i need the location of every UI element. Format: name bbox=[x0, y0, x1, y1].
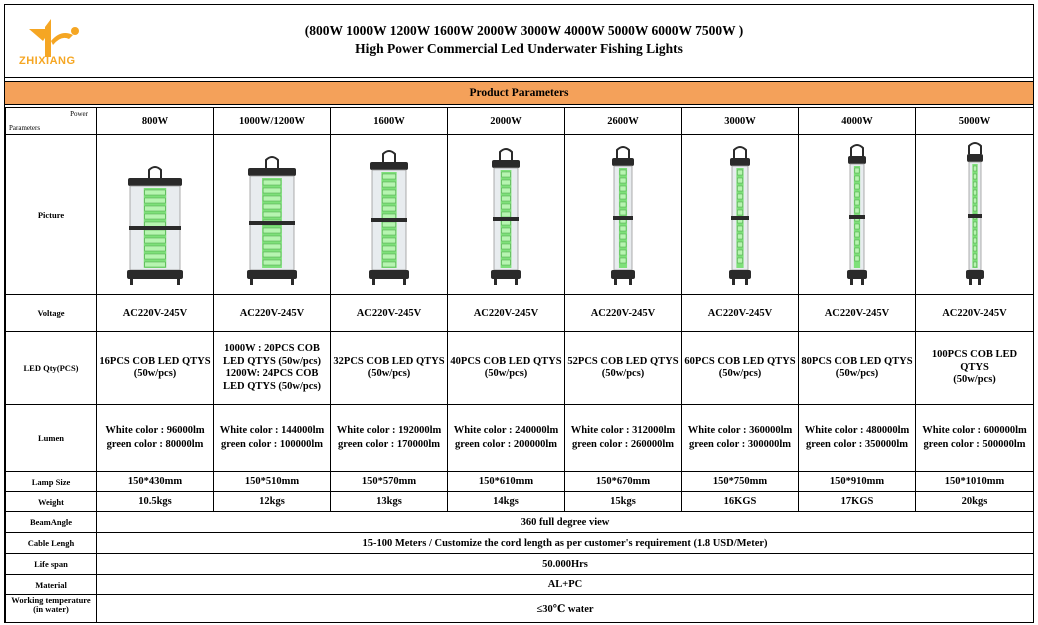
weight-cell: 13kgs bbox=[331, 492, 448, 512]
lumen-white: White color : 312000lm bbox=[570, 425, 676, 436]
header bbox=[5, 5, 1033, 78]
parameters-header: Parameters bbox=[9, 124, 41, 132]
weight-cell: 12kgs bbox=[214, 492, 331, 512]
weight-cell: 10.5kgs bbox=[97, 492, 214, 512]
title-product: High Power Commercial Led Underwater Fishing Lights bbox=[355, 41, 683, 56]
voltage-cell: AC220V-245V bbox=[331, 295, 448, 332]
lumen-white: White color : 480000lm bbox=[804, 425, 910, 436]
picture-row bbox=[6, 135, 1034, 295]
voltage-label: Voltage bbox=[6, 295, 97, 332]
lamp-size-cell: 150*910mm bbox=[799, 472, 916, 492]
cable-length-row bbox=[6, 533, 1034, 554]
led-qty-line: (50w/pcs) bbox=[718, 368, 762, 379]
lamp-size-cell: 150*510mm bbox=[214, 472, 331, 492]
beam-angle-value: 360 full degree view bbox=[97, 512, 1034, 533]
lamp-image bbox=[705, 140, 775, 290]
voltage-cell: AC220V-245V bbox=[97, 295, 214, 332]
led-qty-line: 1200W: 24PCS COB LED QTYS (50w/pcs) bbox=[222, 368, 321, 392]
led-qty-row bbox=[6, 332, 1034, 405]
led-qty-line: 80PCS COB LED QTYS bbox=[801, 355, 913, 367]
led-qty-line: 16PCS COB LED QTYS bbox=[99, 355, 211, 367]
corner-cell bbox=[6, 108, 97, 135]
lumen-white: White color : 240000lm bbox=[453, 425, 559, 436]
lumen-cell bbox=[214, 405, 331, 472]
lumen-cell bbox=[448, 405, 565, 472]
life-span-value: 50.000Hrs bbox=[97, 554, 1034, 575]
voltage-cell: AC220V-245V bbox=[448, 295, 565, 332]
led-qty-line: 32PCS COB LED QTYS (50w/pcs) bbox=[333, 355, 445, 379]
lamp-image bbox=[237, 140, 307, 290]
lumen-cell bbox=[97, 405, 214, 472]
picture-label: Picture bbox=[6, 135, 97, 295]
voltage-row bbox=[6, 295, 1034, 332]
lamp-image bbox=[120, 140, 190, 290]
picture-cell bbox=[916, 135, 1034, 295]
led-qty-line: (50w/pcs) bbox=[601, 368, 645, 379]
lamp-image bbox=[822, 140, 892, 290]
lumen-green: green color : 260000lm bbox=[572, 439, 674, 450]
led-qty-cell bbox=[448, 332, 565, 405]
life-span-row bbox=[6, 554, 1034, 575]
voltage-cell: AC220V-245V bbox=[214, 295, 331, 332]
lumen-green: green color : 500000lm bbox=[923, 439, 1026, 450]
power-cell: 1000W/1200W bbox=[214, 108, 331, 135]
picture-cell bbox=[448, 135, 565, 295]
power-cell: 4000W bbox=[799, 108, 916, 135]
weight-cell: 16KGS bbox=[682, 492, 799, 512]
lumen-cell bbox=[916, 405, 1034, 472]
power-cell: 5000W bbox=[916, 108, 1034, 135]
lamp-image bbox=[471, 140, 541, 290]
cable-length-value: 15-100 Meters / Customize the cord length as per customer's requirement (1.8 USD/Meter) bbox=[97, 533, 1034, 554]
lumen-green: green color : 350000lm bbox=[806, 439, 908, 450]
material-row bbox=[6, 575, 1034, 595]
power-row bbox=[6, 108, 1034, 135]
lumen-green: green color : 200000lm bbox=[455, 439, 557, 450]
lumen-green: green color : 80000lm bbox=[106, 439, 204, 450]
led-qty-label: LED Qty(PCS) bbox=[6, 332, 97, 405]
power-cell: 1600W bbox=[331, 108, 448, 135]
power-cell: 3000W bbox=[682, 108, 799, 135]
lumen-green: green color : 300000lm bbox=[689, 439, 791, 450]
voltage-cell: AC220V-245V bbox=[682, 295, 799, 332]
weight-cell: 20kgs bbox=[916, 492, 1034, 512]
led-qty-line: 100PCS COB LED QTYS bbox=[931, 349, 1018, 373]
led-qty-line: (50w/pcs) bbox=[835, 368, 879, 379]
working-temp-row bbox=[6, 595, 1034, 623]
weight-cell: 17KGS bbox=[799, 492, 916, 512]
led-qty-cell bbox=[97, 332, 214, 405]
lamp-size-cell: 150*610mm bbox=[448, 472, 565, 492]
lamp-image bbox=[940, 140, 1010, 290]
voltage-cell: AC220V-245V bbox=[565, 295, 682, 332]
picture-cell bbox=[565, 135, 682, 295]
voltage-cell: AC220V-245V bbox=[799, 295, 916, 332]
lamp-size-cell: 150*430mm bbox=[97, 472, 214, 492]
picture-cell bbox=[214, 135, 331, 295]
beam-angle-label: BeamAngle bbox=[6, 512, 97, 533]
weight-row bbox=[6, 492, 1034, 512]
lumen-white: White color : 96000lm bbox=[105, 425, 205, 436]
lumen-white: White color : 360000lm bbox=[687, 425, 793, 436]
led-qty-cell bbox=[682, 332, 799, 405]
power-header: Power bbox=[70, 110, 88, 118]
voltage-cell: AC220V-245V bbox=[916, 295, 1034, 332]
lumen-row bbox=[6, 405, 1034, 472]
lamp-size-row bbox=[6, 472, 1034, 492]
power-cell: 2000W bbox=[448, 108, 565, 135]
beam-angle-row bbox=[6, 512, 1034, 533]
lamp-size-label: Lamp Size bbox=[6, 472, 97, 492]
led-qty-line: 1000W : 20PCS COB LED QTYS (50w/pcs) bbox=[222, 343, 321, 367]
lumen-label: Lumen bbox=[6, 405, 97, 472]
cable-length-label: Cable Lengh bbox=[6, 533, 97, 554]
led-qty-cell bbox=[565, 332, 682, 405]
material-label: Material bbox=[6, 575, 97, 595]
lamp-size-cell: 150*750mm bbox=[682, 472, 799, 492]
lumen-white: White color : 600000lm bbox=[922, 425, 1027, 436]
led-qty-cell bbox=[916, 332, 1034, 405]
picture-cell bbox=[682, 135, 799, 295]
lumen-cell bbox=[331, 405, 448, 472]
title-models: (800W 1000W 1200W 1600W 2000W 3000W 4000W 5000W 6000W 7500W ) bbox=[304, 23, 744, 38]
lumen-green: green color : 100000lm bbox=[221, 439, 323, 450]
lumen-cell bbox=[799, 405, 916, 472]
power-cell: 2600W bbox=[565, 108, 682, 135]
product-parameters-banner: Product Parameters bbox=[5, 81, 1033, 105]
brand-name: ZHIXIANG bbox=[19, 55, 76, 67]
picture-cell bbox=[331, 135, 448, 295]
lumen-cell bbox=[682, 405, 799, 472]
led-qty-line: (50w/pcs) bbox=[484, 368, 528, 379]
led-qty-line: 52PCS COB LED QTYS bbox=[567, 355, 679, 367]
lumen-cell bbox=[565, 405, 682, 472]
weight-cell: 15kgs bbox=[565, 492, 682, 512]
led-qty-line: 40PCS COB LED QTYS bbox=[450, 355, 562, 367]
lamp-size-cell: 150*670mm bbox=[565, 472, 682, 492]
lamp-image bbox=[354, 140, 424, 290]
power-cell: 800W bbox=[97, 108, 214, 135]
lamp-size-cell: 150*1010mm bbox=[916, 472, 1034, 492]
life-span-label: Life span bbox=[6, 554, 97, 575]
led-qty-line: (50w/pcs) bbox=[133, 368, 177, 379]
led-qty-cell bbox=[214, 332, 331, 405]
led-qty-cell bbox=[331, 332, 448, 405]
picture-cell bbox=[97, 135, 214, 295]
led-qty-cell bbox=[799, 332, 916, 405]
picture-cell bbox=[799, 135, 916, 295]
working-temp-label: Working temperature (in water) bbox=[6, 595, 97, 623]
led-qty-line: (50w/pcs) bbox=[953, 374, 996, 386]
parameters-table bbox=[5, 107, 1034, 623]
spec-sheet bbox=[4, 4, 1034, 623]
lumen-white: White color : 144000lm bbox=[219, 425, 325, 436]
material-value: AL+PC bbox=[97, 575, 1034, 595]
lumen-white: White color : 192000lm bbox=[336, 425, 442, 436]
led-qty-line: 60PCS COB LED QTYS bbox=[684, 355, 796, 367]
weight-label: Weight bbox=[6, 492, 97, 512]
lumen-green: green color : 170000lm bbox=[338, 439, 440, 450]
weight-cell: 14kgs bbox=[448, 492, 565, 512]
lamp-image bbox=[588, 140, 658, 290]
working-temp-value: ≤30℃ water bbox=[97, 595, 1034, 623]
lamp-size-cell: 150*570mm bbox=[331, 472, 448, 492]
